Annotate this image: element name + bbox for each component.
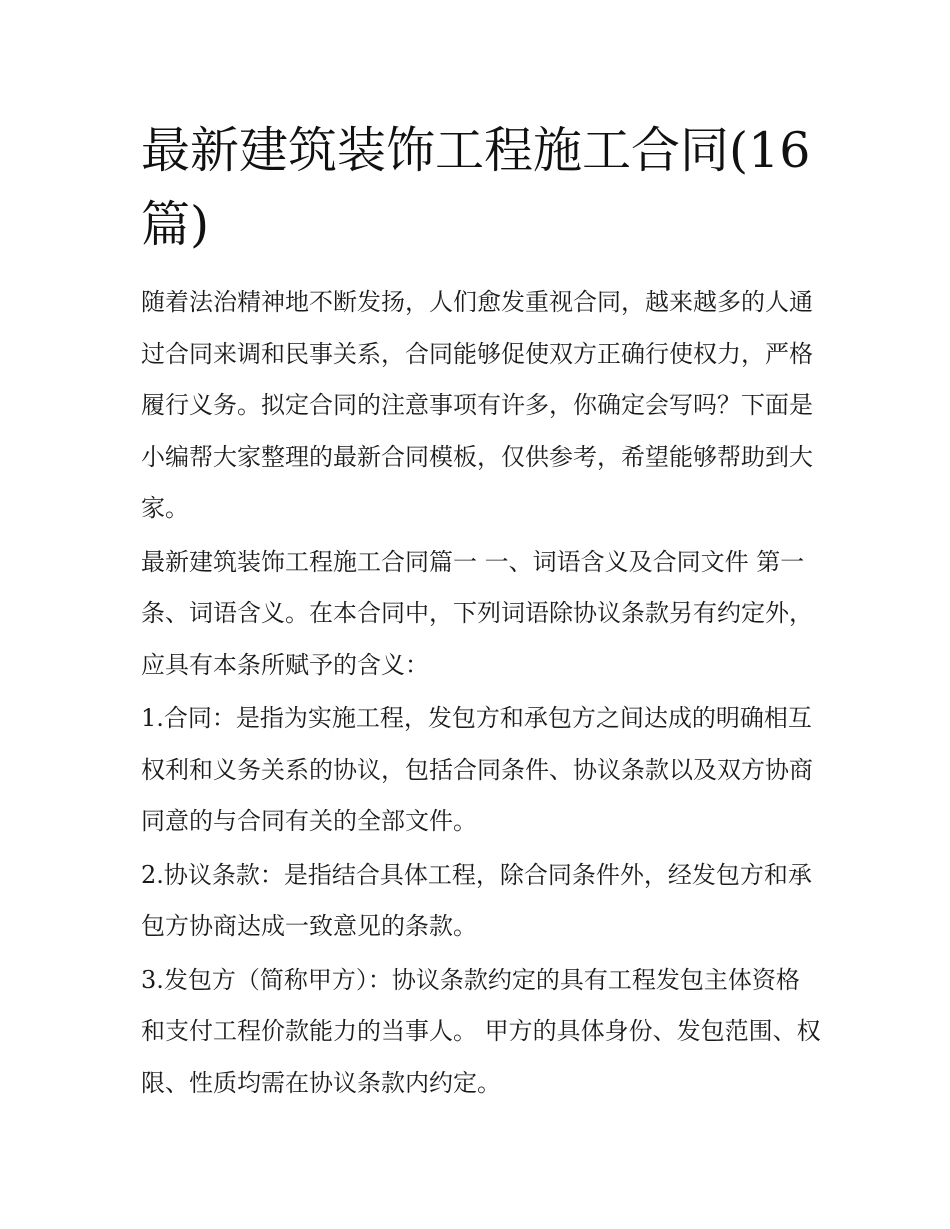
document-body [141, 277, 821, 1111]
definition-contract-paragraph: 1.合同：是指为实施工程，发包方和承包方之间达成的明确相互权利和义务关系的协议，包括合同条件、协议条款以及双方协商同意的与合同有关的全部文件。 [141, 704, 813, 835]
contract-section-paragraph: 最新建筑装饰工程施工合同篇一 一、词语含义及合同文件 第一条、词语含义。在本合同中，下列词语除协议条款另有约定外，应具有本条所赋予的含义： [141, 547, 813, 679]
document-title: 最新建筑装饰工程施工合同(16篇) [141, 122, 811, 253]
definition-employer-paragraph: 3.发包方（简称甲方）：协议条款约定的具有工程发包主体资格和支付工程价款能力的当事人。 甲方的具体身份、发包范围、权限、性质均需在协议条款内约定。 [141, 965, 821, 1097]
intro-paragraph: 随着法治精神地不断发扬，人们愈发重视合同，越来越多的人通过合同来调和民事关系，合同能够促使双方正确行使权力，严格履行义务。拟定合同的注意事项有许多，你确定会写吗？下面是小编帮大家整理的最新合同模板，仅供参考，希望能够帮助到大家。 [141, 288, 813, 522]
definition-agreement-terms-paragraph: 2.协议条款：是指结合具体工程，除合同条件外，经发包方和承包方协商达成一致意见的条款。 [141, 860, 812, 940]
